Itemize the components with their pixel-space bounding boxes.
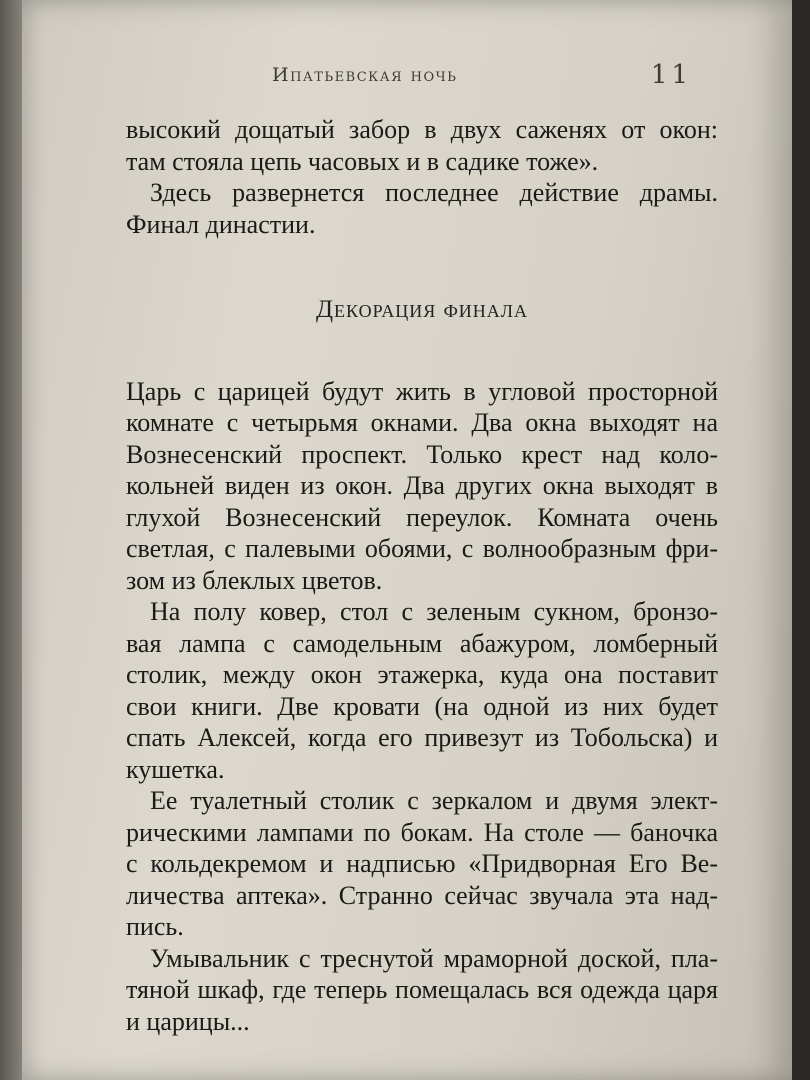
text-line: зом из блеклых цветов. <box>126 565 383 595</box>
text-line: с кольдекремом и надписью «Придворная Его Ве- <box>126 849 718 878</box>
text-line: рическими лампами по бокам. На столе — баночка <box>126 817 718 847</box>
running-title: Ипатьевская ночь <box>272 64 458 86</box>
text-line: Царь с царицей будут жить в угловой просторной <box>126 376 718 406</box>
text-line: Финал династии. <box>126 209 316 239</box>
paragraph-washstand <box>126 943 718 1038</box>
text-line: личества аптека». Странно сейчас звучала эта над- <box>126 880 718 910</box>
text-line: спать Алексей, когда его привезут из Тобольска) и <box>126 723 718 752</box>
text-line: пись. <box>126 912 184 941</box>
paragraph-drama <box>126 177 718 240</box>
text-line: и царицы... <box>126 1006 250 1036</box>
text-line: На полу ковер, стол с зеленым сукном, бронзо- <box>150 597 718 626</box>
paragraph-floor <box>126 596 718 785</box>
text-line: глухой Вознесенский переулок. Комната очень <box>126 502 718 532</box>
text-line: высокий дощатый забор в двух саженях от окон: <box>126 115 718 144</box>
book-page <box>22 0 792 1080</box>
section-heading: Декорация финала <box>316 296 528 323</box>
paragraph-table <box>126 785 718 943</box>
page-header <box>272 58 692 98</box>
text-line: Умывальник с треснутой мраморной доской, пла- <box>150 943 718 973</box>
text-line: там стояла цепь часовых и в садике тоже». <box>126 146 599 176</box>
text-line: Вознесенский проспект. Только крест над коло- <box>126 439 718 469</box>
text-line: столик, между окон этажерка, куда она поставит <box>126 660 718 689</box>
text-line: свои книги. Две кровати (на одной из них будет <box>126 691 718 721</box>
text-line: кушетка. <box>126 754 225 784</box>
paragraph-intro <box>126 114 718 177</box>
paragraph-room <box>126 376 718 597</box>
text-line: кольней виден из окон. Два других окна выходят в <box>126 471 718 500</box>
text-line: комнате с четырьмя окнами. Два окна выходят на <box>126 408 718 437</box>
page-body <box>126 114 718 1037</box>
text-line: вая лампа с самодельным абажуром, ломберный <box>126 628 718 658</box>
text-line: тяной шкаф, где теперь помещалась вся одежда царя <box>126 975 718 1004</box>
page-number: 11 <box>650 60 692 90</box>
text-line: Ее туалетный столик с зеркалом и двумя элект- <box>150 786 718 815</box>
text-line: Здесь развернется последнее действие драмы. <box>150 178 718 207</box>
text-line: светлая, с палевыми обоями, с волнообразным фри- <box>126 534 718 563</box>
